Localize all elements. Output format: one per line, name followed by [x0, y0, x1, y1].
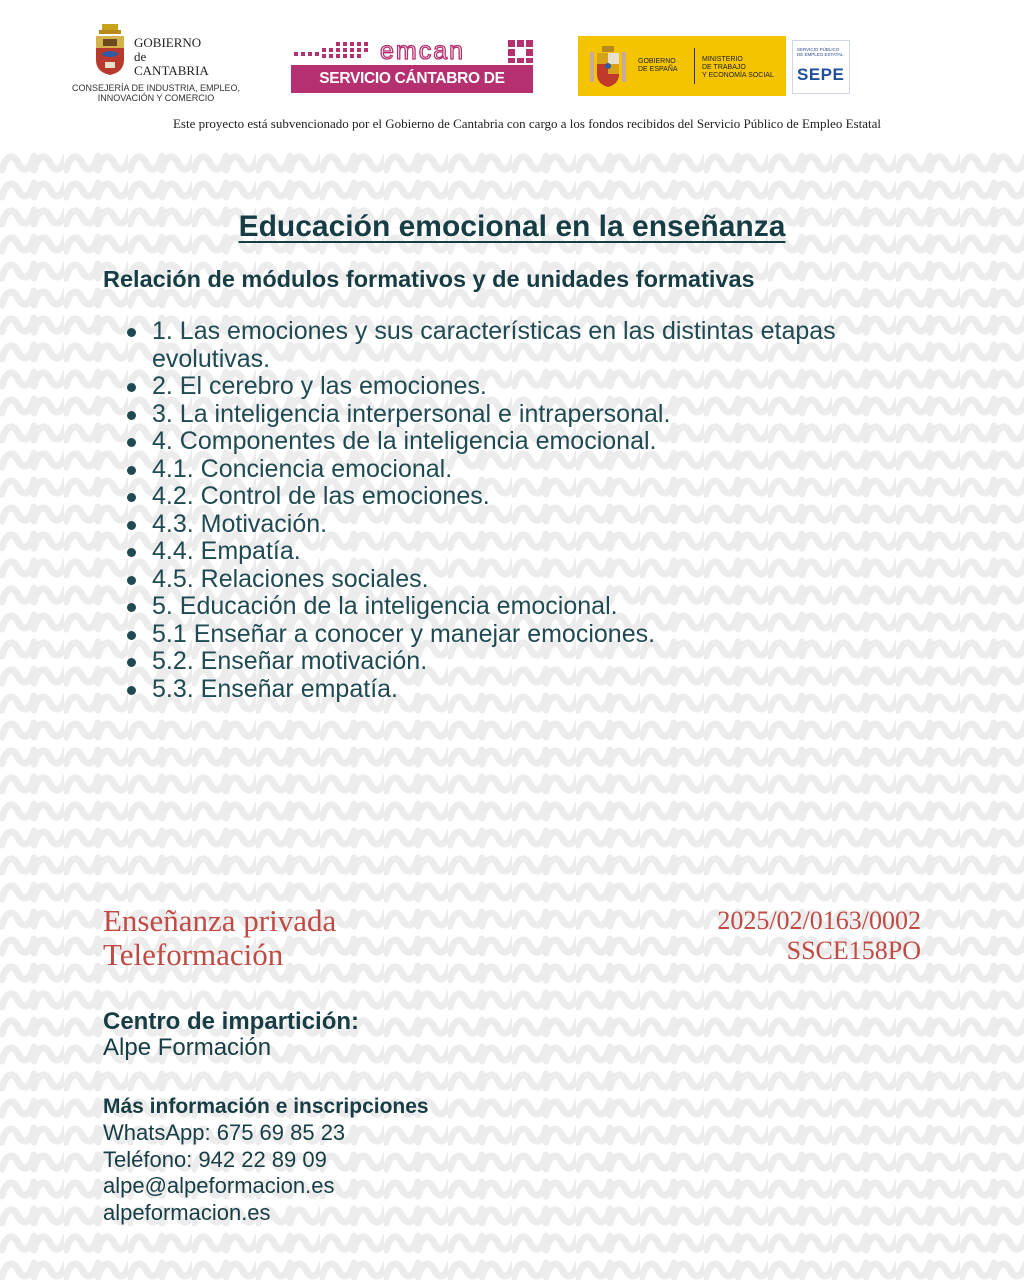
list-item: 4.3. Motivación. — [127, 511, 887, 539]
main-content — [0, 150, 1024, 1280]
training-mode: Enseñanza privada Teleformación — [103, 903, 337, 972]
list-item: 5. Educación de la inteligencia emocional. — [127, 593, 887, 621]
list-item: 4.5. Relaciones sociales. — [127, 566, 887, 594]
header-logos — [0, 0, 1024, 150]
email-address: alpe@alpeformacion.es — [103, 1173, 335, 1198]
list-item: 4.2. Control de las emociones. — [127, 483, 887, 511]
gobierno-espana-logo — [578, 36, 786, 96]
course-codes: 2025/02/0163/0002 SSCE158PO — [717, 906, 921, 965]
list-item: 5.2. Enseñar motivación. — [127, 648, 887, 676]
modules-heading: Relación de módulos formativos y de unidades formativas — [103, 266, 755, 292]
cantabria-department: CONSEJERÍA DE INDUSTRIA, EMPLEO, INNOVACIÓN Y COMERCIO — [71, 83, 241, 103]
list-item: 4.1. Conciencia emocional. — [127, 456, 887, 484]
cantabria-coat-of-arms-icon — [93, 24, 127, 76]
contact-info — [103, 1120, 345, 1226]
list-item: 3. La inteligencia interpersonal e intrapersonal. — [127, 401, 887, 429]
emcan-wordmark-text: emcan — [380, 38, 466, 64]
emcan-wordmark-icon — [290, 38, 534, 64]
modules-list — [127, 318, 887, 703]
list-item: 4. Componentes de la inteligencia emocional. — [127, 428, 887, 456]
spain-coat-of-arms-icon — [588, 44, 628, 88]
cantabria-name: GOBIERNO de CANTABRIA — [134, 35, 209, 78]
list-item: 1. Las emociones y sus características en las distintas etapas evolutivas. — [127, 318, 887, 373]
contact-heading: Más información e inscripciones — [103, 1095, 429, 1118]
subsidy-note: Este proyecto está subvencionado por el Gobierno de Cantabria con cargo a los fondos recibidos del Servicio Público de Empleo Estatal — [172, 116, 882, 131]
ministerio-text: MINISTERIO DE TRABAJO Y ECONOMÍA SOCIAL — [702, 56, 774, 79]
emcan-logo — [290, 38, 534, 115]
list-item: 5.1 Enseñar a conocer y manejar emociones. — [127, 621, 887, 649]
gobierno-cantabria-logo — [66, 20, 246, 106]
gobierno-espana-text: GOBIERNO DE ESPAÑA — [638, 58, 678, 73]
list-item: 2. El cerebro y las emociones. — [127, 373, 887, 401]
phone-number: Teléfono: 942 22 89 09 — [103, 1146, 327, 1172]
emcan-name: SERVICIO CÁNTABRO DE EMPLEO — [291, 65, 533, 93]
centro-name: Alpe Formación — [103, 1034, 272, 1061]
centro-heading: Centro de impartición: — [103, 1008, 360, 1035]
list-item: 5.3. Enseñar empatía. — [127, 676, 887, 704]
list-item: 4.4. Empatía. — [127, 538, 887, 566]
course-title: Educación emocional en la enseñanza — [238, 210, 786, 243]
sepe-full-name: SERVICIO PÚBLICO DE EMPLEO ESTATAL — [797, 47, 844, 57]
website: alpeformacion.es — [103, 1199, 271, 1225]
sepe-logo — [792, 40, 850, 94]
divider — [694, 48, 695, 84]
sepe-acronym: SEPE — [797, 65, 845, 84]
whatsapp-number: WhatsApp: 675 69 85 23 — [103, 1120, 346, 1145]
